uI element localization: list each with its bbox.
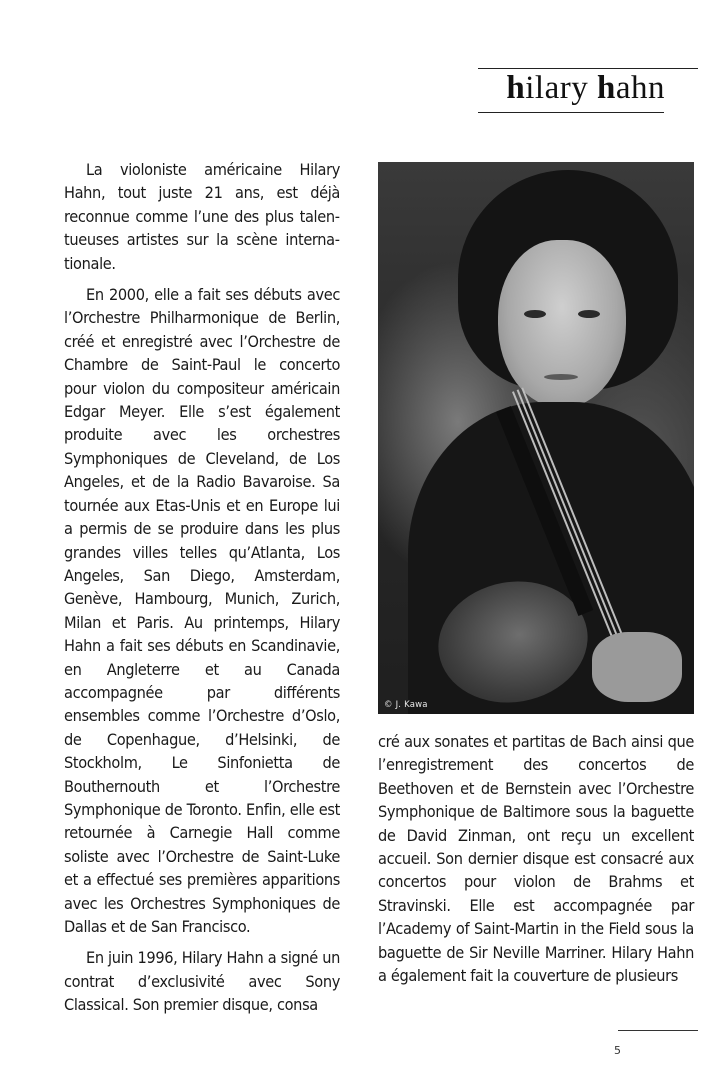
- header-top-rule: [478, 68, 698, 69]
- article-column-left: [64, 158, 340, 1017]
- footer-rule: [618, 1030, 698, 1031]
- photo-eye-left: [524, 310, 546, 318]
- photo-eye-right: [578, 310, 600, 318]
- paragraph-recording: En juin 1996, Hilary Hahn a signé un contrat d’exclusivité avec Sony Classical. Son premier disque, consa: [64, 948, 340, 1015]
- page-title: [506, 70, 665, 107]
- photo-hand-shape: [592, 632, 682, 702]
- title-initial-1: h: [506, 70, 526, 106]
- paragraph-career: En 2000, elle a fait ses débuts avec l’Orchestre Philharmonique de Berlin, créé et enregistré avec l’Orchestre de Chambre de Saint-Paul le concerto pour violon du compositeur américain Edgar Meyer. Elle s’est également produite avec les orchestres Symphoniques de Cleveland, de Los Angeles, et de la Radio Bavaroise. Sa tournée aux Etas-Unis et en Europe lui a permis de se produire dans les plus grandes villes telles qu’Atlanta, Los Angeles, San Diego, Amsterdam, Genève, Hambourg, Munich, Zurich, Milan et Paris. Au printemps, Hilary Hahn a fait ses débuts en Scandinavie, en Angleterre et au Canada accompagnée par différents ensembles comme l’Orchestre d’Oslo, de Copenhague, d’Helsinki, de Stockholm, Le Sinfonietta de Bouthernouth et l’Orchestre Symphonique de Toronto. Enfin, elle est retournée à Carnegie Hall comme soliste avec l’Orchestre de Saint-Luke et a effectué ses premières apparitions avec les Orchestres Symphoniques de Dallas et de San Francisco.: [64, 285, 340, 936]
- article-column-right: [378, 730, 694, 987]
- photo-face-shape: [498, 240, 626, 408]
- title-rest-2: ahn: [615, 70, 665, 106]
- paragraph-intro: La violoniste américaine Hilary Hahn, tout juste 21 ans, est déjà reconnue comme l’une des plus talentueuses artistes sur la scène internationale.: [64, 160, 340, 273]
- portrait-photo: [378, 162, 694, 714]
- title-underline-rule: [478, 112, 664, 113]
- page-number: 5: [614, 1044, 621, 1057]
- title-rest-1: ilary: [525, 70, 597, 106]
- paragraph-continued: cré aux sonates et partitas de Bach ainsi que l’enregistrement des concertos de Beethoven et de Bernstein avec l’Orchestre Symphonique de Baltimore sous la baguette de David Zinman, ont reçu un excellent accueil. Son dernier disque est consacré aux concertos pour violon de Brahms et Stravinski. Elle est accompagnée par l’Academy of Saint-Martin in the Field sous la baguette de Sir Neville Marriner. Hilary Hahn a également fait la couverture de plusieurs: [378, 732, 694, 986]
- photo-credit: © J. Kawa: [384, 700, 428, 710]
- title-initial-2: h: [596, 70, 616, 106]
- photo-mouth: [544, 374, 578, 380]
